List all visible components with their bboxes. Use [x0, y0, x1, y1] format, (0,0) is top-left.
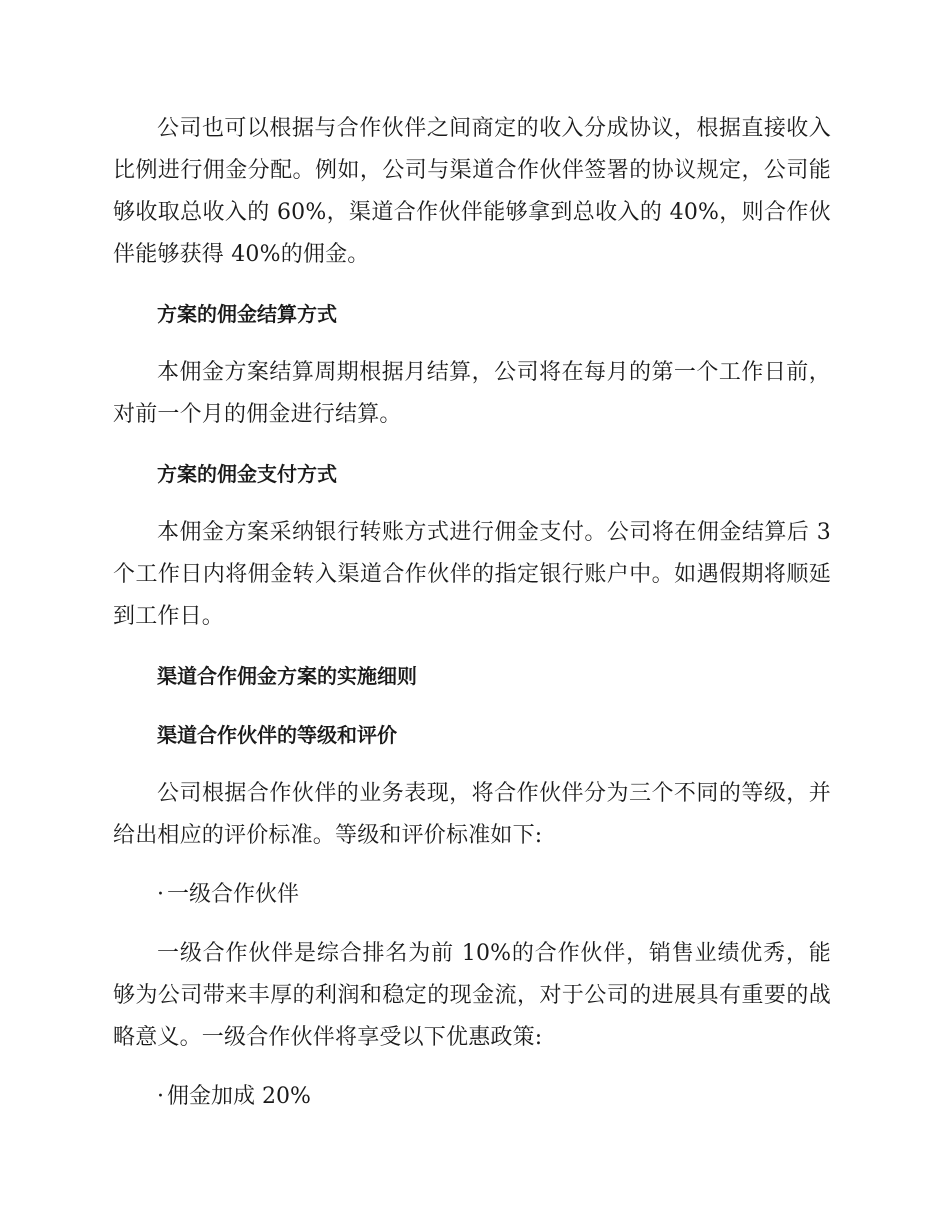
- paragraph-settlement-cycle: 本佣金方案结算周期根据月结算，公司将在每月的第一个工作日前，对前一个月的佣金进行结算。: [113, 360, 831, 427]
- bullet-dot-icon: ·: [157, 1084, 164, 1109]
- paragraph-bank-transfer: 本佣金方案采纳银行转账方式进行佣金支付。公司将在佣金结算后 3 个工作日内将佣金转入渠道合作伙伴的指定银行账户中。如遇假期将顺延到工作日。: [113, 520, 831, 629]
- paragraph-level-one-description: 一级合作伙伴是综合排名为前 10%的合作伙伴，销售业绩优秀，能够为公司带来丰厚的利润和稳定的现金流，对于公司的进展具有重要的战略意义。一级合作伙伴将享受以下优惠政策:: [113, 941, 831, 1050]
- heading-implementation-details: 渠道合作佣金方案的实施细则: [157, 664, 417, 688]
- bullet-text: 佣金加成 20%: [167, 1084, 311, 1109]
- bullet-text: 一级合作伙伴: [167, 882, 300, 907]
- heading-settlement-method: 方案的佣金结算方式: [157, 302, 337, 326]
- bullet-item-commission-bonus: [113, 1076, 831, 1118]
- bullet-dot-icon: ·: [157, 882, 164, 907]
- paragraph-revenue-share: 公司也可以根据与合作伙伴之间商定的收入分成协议，根据直接收入比例进行佣金分配。例如，公司与渠道合作伙伴签署的协议规定，公司能够收取总收入的 60%，渠道合作伙伴能够拿到总收入的 40%，则合作伙伴能够获得 40%的佣金。: [113, 116, 831, 267]
- document-body: [113, 108, 831, 1135]
- bullet-item-level-one: [113, 874, 831, 916]
- heading-partner-levels: 渠道合作伙伴的等级和评价: [157, 723, 397, 747]
- paragraph-partner-levels: 公司根据合作伙伴的业务表现，将合作伙伴分为三个不同的等级，并给出相应的评价标准。等级和评价标准如下:: [113, 781, 831, 848]
- heading-payment-method: 方案的佣金支付方式: [157, 462, 337, 486]
